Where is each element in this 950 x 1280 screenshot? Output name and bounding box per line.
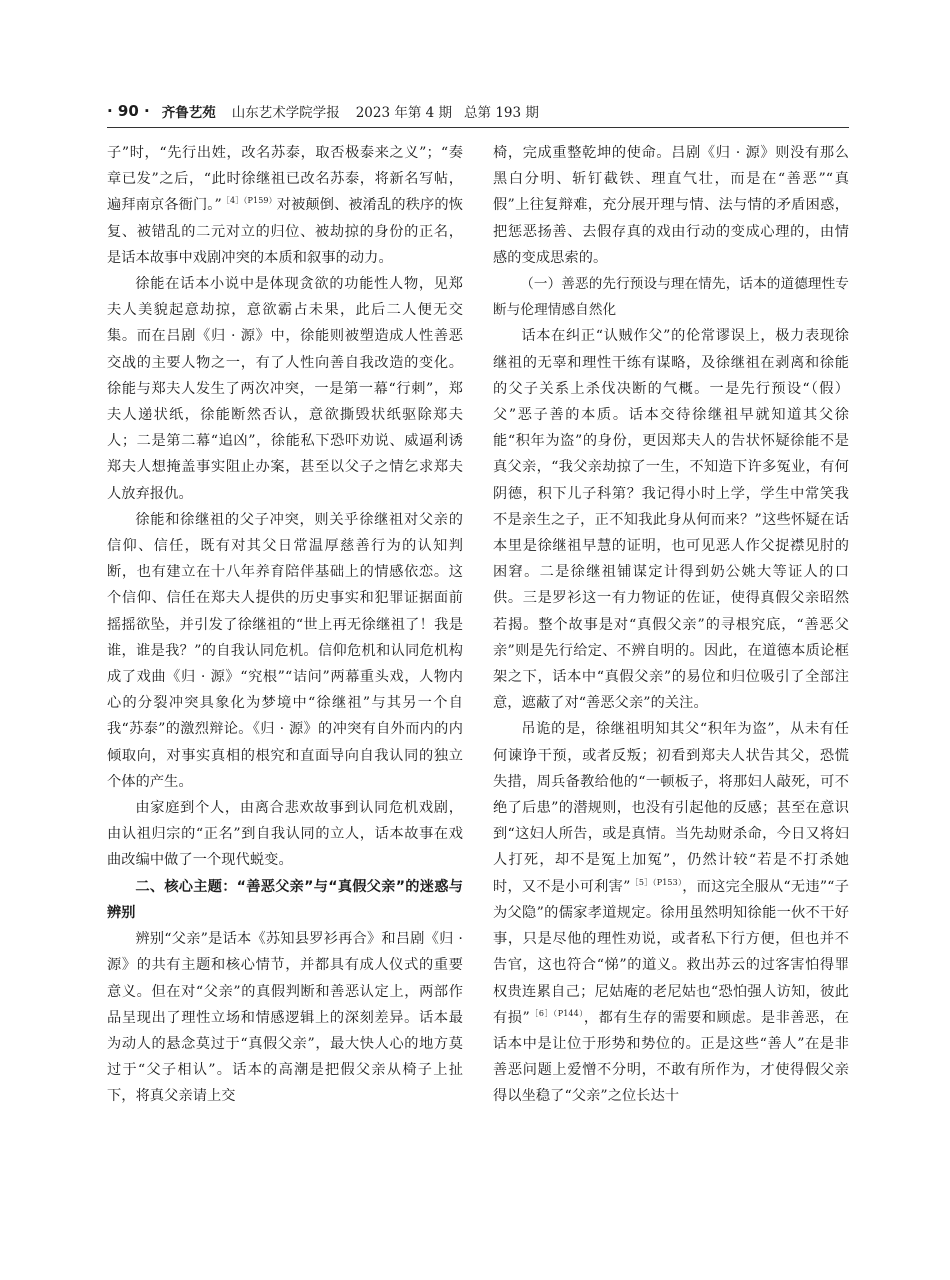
- paragraph-text: ，都有生存的需要和顾虑。是非善恶，在话本中是让位于形势和势位的。正是这些“善人”在是非善恶问题上爱憎不分明，不敢有所作为，才使得假父亲得以坐稳了“父亲”之位长达十: [493, 1009, 849, 1105]
- paragraph: [493, 716, 849, 1109]
- section-heading: 二、核心主题：“善恶父亲”与“真假父亲”的迷惑与辨别: [107, 878, 463, 921]
- subsection-heading: （一）善恶的先行预设与理在情先，话本的道德理性专断与伦理情感自然化: [493, 276, 849, 319]
- paragraph: 辨别“父亲”是话本《苏知县罗衫再合》和吕剧《归 · 源》的共有主题和核心情节，并都具有成人仪式的重要意义。但在对“父亲”的真假判断和善恶认定上，两部作品呈现出了理性立场和情感逻辑上的深刻差异。话本最为动人的悬念莫过于“真假父亲”，最大快人心的地方莫过于“父子相认”。话本的高潮是把假父亲从椅子上扯下，将真父亲请上交: [107, 931, 463, 1105]
- right-column: [493, 140, 849, 1250]
- citation: ［4］（P159）: [221, 196, 277, 206]
- paragraph: [107, 140, 463, 271]
- paragraph: 徐能在话本小说中是体现贪欲的功能性人物，见郑夫人美貌起意劫掠，意欲霸占未果，此后二人便无交集。而在吕剧《归 · 源》中，徐能则被塑造成人性善恶交战的主要人物之一，有了人性向善自我改造的变化。徐能与郑夫人发生了两次冲突，一是第一幕“行刺”，郑夫人递状纸，徐能断然否认，意欲撕毁状纸驱除郑夫人；二是第二幕“追凶”，徐能私下恐吓劝说、威逼利诱郑夫人想掩盖事实阻止办案，甚至以父子之情乞求郑夫人放弃报仇。: [107, 276, 463, 502]
- paragraph-text: ，而这完全服从“无违”“子为父隐”的儒家孝道规定。徐用虽然明知徐能一伙不干好事，只是尽他的理性劝说，或者私下行方便，但也并不告官，这也符合“悌”的道义。救出苏云的过客害怕得罪权贵连累自己；尼姑庵的老尼姑也“恐怕强人访知，彼此有损”: [493, 878, 849, 1026]
- paragraph-text: 吊诡的是，徐继祖明知其父“积年为盗”，从未有任何谏诤干预，或者反叛；初看到郑夫人状告其父，恐慌失措，周兵备教给他的“一顿板子，将那妇人敲死，可不绝了后患”的潜规则，也没有引起他的反感；甚至在意识到“这妇人所告，或是真情。当先劫财杀命，今日又将妇人打死，却不是冤上加冤”，仍然计较“若是不打杀她时，又不是小可利害”: [493, 721, 849, 895]
- page-number: · 90 ·: [107, 102, 150, 120]
- issue-label: 2023 年第 4 期: [355, 105, 453, 121]
- citation: ［6］（P144）: [529, 1008, 584, 1018]
- paragraph: 徐能和徐继祖的父子冲突，则关乎徐继祖对父亲的信仰、信任，既有对其父日常温厚慈善行为的认知判断，也有建立在十八年养育陪伴基础上的情感依恋。这个信仰、信任在郑夫人提供的历史事实和犯罪证据面前摇摇欲坠，并引发了徐继祖的“世上再无徐继祖了！我是谁，谁是我？”的自我认同危机。信仰危机和认同危机构成了戏曲《归 · 源》“究根”“诘问”两幕重头戏，人物内心的分裂冲突具象化为梦境中“徐继祖”与其另一个自我“苏泰”的激烈辩论。《归 · 源》的冲突有自外而内的内倾取向，对事实真相的根究和直面导向自我认同的独立个体的产生。: [107, 511, 463, 790]
- paragraph: 话本在纠正“认贼作父”的伦常谬误上，极力表现徐继祖的无辜和理性干练有谋略，及徐继祖在剥离和徐能的父子关系上杀伐决断的气概。一是先行预设“（假）父”恶子善的本质。话本交待徐继祖早就知道其父徐能“积年为盗”的身份，更因郑夫人的告状怀疑徐能不是真父亲，“我父亲劫掠了一生，不知造下许多冤业，有何阴德，积下儿子科第？我记得小时上学，学生中常笑我不是亲生之子，正不知我此身从何而来？”这些怀疑在话本里是徐继祖早慧的证明，也可见恶人作父捉襟见肘的困窘。二是徐继祖铺谋定计得到奶公姚大等证人的口供。三是罗衫这一有力物证的佐证，使得真假父亲昭然若揭。整个故事是对“真假父亲”的寻根究底，“善恶父亲”则是先行给定、不辨自明的。因此，在道德本质论框架之下，话本中“真假父亲”的易位和归位吸引了全部注意，遮蔽了对“善恶父亲”的关注。: [493, 328, 849, 712]
- paragraph-text: 对被颠倒、被淆乱的秩序的恢复、被错乱的二元对立的归位、被劫掠的身份的正名，是话本故事中戏剧冲突的本质和叙事的动力。: [107, 197, 463, 266]
- total-issue-label: 总第 193 期: [464, 105, 539, 121]
- journal-subtitle: 山东艺术学院学报: [231, 105, 340, 121]
- paragraph: 椅，完成重整乾坤的使命。吕剧《归 · 源》则没有那么黑白分明、斩钉截铁、理直气壮，而是在“善恶”“真假”上往复辩难，充分展开理与情、法与情的矛盾困惑，把惩恶扬善、去假存真的戏由行动的变成心理的，由情感的变成思索的。: [493, 145, 849, 266]
- header-rule: [107, 127, 849, 128]
- paragraph: 由家庭到个人，由离合悲欢故事到认同危机戏剧，由认祖归宗的“正名”到自我认同的立人，话本故事在戏曲改编中做了一个现代蜕变。: [107, 800, 463, 869]
- journal-name: 齐鲁艺苑: [161, 105, 216, 121]
- left-column: [107, 140, 463, 1250]
- citation: ［5］（P153）: [630, 877, 683, 887]
- paragraph-text: 子”时，“先行出姓，改名苏泰，取否极泰来之义”；“奏章已发”之后，“此时徐继祖已改名苏泰，将新名写帖，遍拜南京各衙门。”: [107, 145, 463, 214]
- running-header: [107, 96, 849, 126]
